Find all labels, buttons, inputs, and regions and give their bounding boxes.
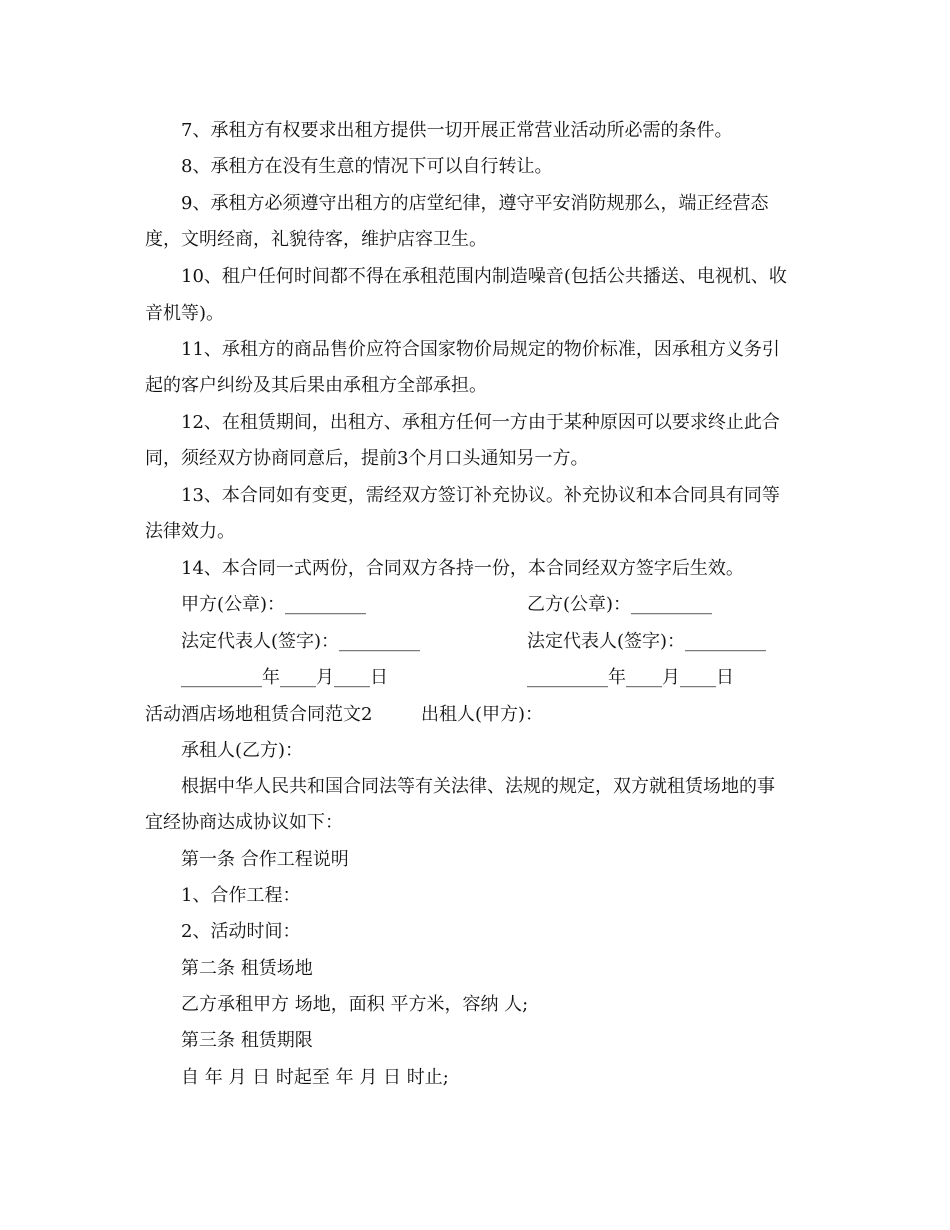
clause-7: 7、承租方有权要求出租方提供一切开展正常营业活动所必需的条件。 (181, 120, 733, 141)
clause-13-line-1: 13、本合同如有变更，需经双方签订补充协议。补充协议和本合同具有同等 (181, 485, 780, 506)
party-a-representative: 法定代表人(签字)：_________ (181, 631, 421, 652)
party-a-date: _________年____月____日 (181, 667, 388, 688)
clause-11-line-2: 起的客户纠纷及其后果由承租方全部承担。 (145, 375, 487, 396)
clause-9-line-2: 度，文明经商，礼貌待客，维护店容卫生。 (145, 229, 487, 250)
clause-13-line-2: 法律效力。 (145, 521, 235, 542)
clause-12-line-2: 同，须经双方协商同意后，提前3个月口头通知另一方。 (145, 448, 589, 469)
preamble-line-2: 宜经协商达成协议如下： (145, 812, 343, 833)
lessee-label: 承租人(乙方)： (181, 740, 304, 761)
clause-14: 14、本合同一式两份，合同双方各持一份，本合同经双方签字后生效。 (181, 558, 744, 579)
party-b-representative: 法定代表人(签字)：_________ (527, 631, 767, 652)
clause-10-line-1: 10、租户任何时间都不得在承租范围内制造噪音(包括公共播送、电视机、收 (181, 266, 787, 287)
clause-12-line-1: 12、在租赁期间，出租方、承租方任何一方由于某种原因可以要求终止此合 (181, 412, 780, 433)
clause-10-line-2: 音机等)。 (145, 303, 225, 324)
article-2-heading: 第二条 租赁场地 (181, 958, 313, 979)
article-3-text: 自 年 月 日 时起至 年 月 日 时止; (181, 1067, 449, 1088)
second-contract-title: 活动酒店场地租赁合同范文2 (145, 704, 373, 725)
article-2-text: 乙方承租甲方 场地，面积 平方米，容纳 人; (181, 994, 529, 1015)
article-1-item-1: 1、合作工程： (181, 885, 301, 906)
party-b-seal: 乙方(公章)：_________ (527, 594, 713, 615)
clause-8: 8、承租方在没有生意的情况下可以自行转让。 (181, 156, 553, 177)
lessor-label: 出租人(甲方)： (421, 704, 544, 725)
clause-11-line-1: 11、承租方的商品售价应符合国家物价局规定的物价标准，因承租方义务引 (181, 339, 780, 360)
preamble-line-1: 根据中华人民共和国合同法等有关法律、法规的规定，双方就租赁场地的事 (181, 776, 775, 797)
party-b-date: _________年____月____日 (527, 667, 734, 688)
article-1-heading: 第一条 合作工程说明 (181, 849, 349, 870)
article-3-heading: 第三条 租赁期限 (181, 1030, 313, 1051)
article-1-item-2: 2、活动时间： (181, 921, 301, 942)
clause-9-line-1: 9、承租方必须遵守出租方的店堂纪律，遵守平安消防规那么，端正经营态 (181, 193, 769, 214)
party-a-seal: 甲方(公章)：_________ (181, 594, 367, 615)
